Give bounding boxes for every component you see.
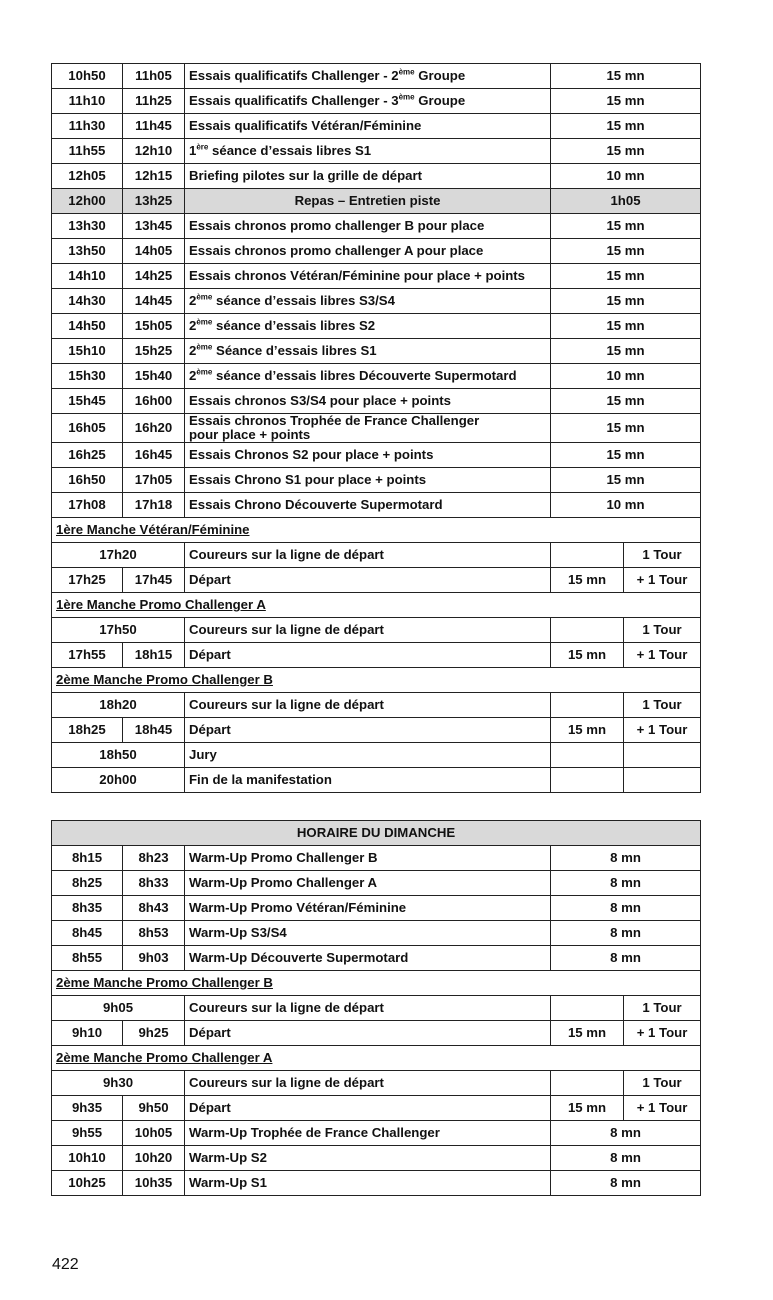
event-label-rest: séance d’essais libres Découverte Supermotard	[212, 368, 517, 383]
table-row	[52, 718, 701, 743]
table-row	[52, 996, 701, 1021]
table-row	[52, 1071, 701, 1096]
event-label-text: Essais qualificatifs Challenger - 3	[189, 93, 399, 108]
table-row	[52, 389, 701, 414]
table-row	[52, 264, 701, 289]
start-time: 11h30	[52, 114, 123, 139]
event-label	[185, 339, 551, 364]
laps: + 1 Tour	[624, 643, 701, 668]
event-label	[185, 114, 551, 139]
event-label-text: Warm-Up Promo Challenger A	[189, 875, 378, 890]
end-time: 15h05	[123, 314, 185, 339]
end-time: 8h43	[123, 896, 185, 921]
table-row	[52, 543, 701, 568]
end-time: 16h00	[123, 389, 185, 414]
duration: 15 mn	[551, 1096, 624, 1121]
section-row	[52, 518, 701, 543]
start-time: 11h55	[52, 139, 123, 164]
empty-cell	[551, 618, 624, 643]
start-time: 17h55	[52, 643, 123, 668]
end-time: 9h50	[123, 1096, 185, 1121]
time: 20h00	[52, 768, 185, 793]
table-row	[52, 643, 701, 668]
event-label-text: Essais chronos Trophée de France Challenger	[189, 413, 480, 428]
event-label	[185, 164, 551, 189]
duration: 15 mn	[551, 718, 624, 743]
table-row	[52, 239, 701, 264]
event-label-rest: Groupe	[414, 68, 466, 83]
schedule-body	[52, 64, 701, 793]
event-label: Fin de la manifestation	[185, 768, 551, 793]
line-time: 9h30	[52, 1071, 185, 1096]
start-time: 15h45	[52, 389, 123, 414]
ordinal-suffix: ème	[398, 92, 415, 102]
event-label-text: Briefing pilotes sur la grille de départ	[189, 168, 423, 183]
table-row	[52, 618, 701, 643]
end-time: 10h05	[123, 1121, 185, 1146]
end-time: 15h40	[123, 364, 185, 389]
event-label-text: 2	[189, 293, 197, 308]
section-title: 2ème Manche Promo Challenger B	[52, 971, 701, 996]
end-time: 8h33	[123, 871, 185, 896]
laps: + 1 Tour	[624, 568, 701, 593]
end-time: 12h10	[123, 139, 185, 164]
event-label	[185, 214, 551, 239]
event-label	[185, 846, 551, 871]
duration: 15 mn	[551, 89, 701, 114]
event-label-text: Warm-Up S3/S4	[189, 925, 287, 940]
section-title: 1ère Manche Promo Challenger A	[52, 593, 701, 618]
event-label	[185, 89, 551, 114]
duration: 8 mn	[551, 896, 701, 921]
event-label-text: Essais qualificatifs Challenger - 2	[189, 68, 399, 83]
duration: 1h05	[551, 189, 701, 214]
duration: 15 mn	[551, 239, 701, 264]
event-label: Départ	[185, 718, 551, 743]
event-label	[185, 189, 551, 214]
end-time: 18h15	[123, 643, 185, 668]
duration: 15 mn	[551, 264, 701, 289]
duration: 8 mn	[551, 946, 701, 971]
laps: 1 Tour	[624, 1071, 701, 1096]
event-label	[185, 289, 551, 314]
start-time: 14h10	[52, 264, 123, 289]
section-row	[52, 668, 701, 693]
table-row	[52, 871, 701, 896]
duration: 10 mn	[551, 493, 701, 518]
end-time: 17h05	[123, 468, 185, 493]
end-time: 13h45	[123, 214, 185, 239]
event-label-text: Essais Chrono S1 pour place + points	[189, 472, 427, 487]
section-title: 2ème Manche Promo Challenger B	[52, 668, 701, 693]
section-row	[52, 593, 701, 618]
empty-cell	[551, 1071, 624, 1096]
duration: 15 mn	[551, 443, 701, 468]
time: 18h50	[52, 743, 185, 768]
duration: 8 mn	[551, 846, 701, 871]
event-label-text: Warm-Up Trophée de France Challenger	[189, 1125, 440, 1140]
line-time: 17h50	[52, 618, 185, 643]
duration: 8 mn	[551, 1146, 701, 1171]
end-time: 10h35	[123, 1171, 185, 1196]
duration: 15 mn	[551, 568, 624, 593]
event-label-text: 2	[189, 368, 197, 383]
event-label: Départ	[185, 1096, 551, 1121]
table-row	[52, 896, 701, 921]
table-row	[52, 214, 701, 239]
end-time: 13h25	[123, 189, 185, 214]
start-time: 17h08	[52, 493, 123, 518]
event-label-rest: séance d’essais libres S1	[208, 143, 372, 158]
table-header-row	[52, 821, 701, 846]
ordinal-suffix: ère	[196, 142, 209, 152]
empty-cell	[551, 693, 624, 718]
table-row	[52, 443, 701, 468]
start-time: 8h25	[52, 871, 123, 896]
end-time: 16h45	[123, 443, 185, 468]
start-time: 14h30	[52, 289, 123, 314]
event-label-text: 2	[189, 343, 197, 358]
start-time: 8h55	[52, 946, 123, 971]
duration: 8 mn	[551, 1121, 701, 1146]
start-time: 12h05	[52, 164, 123, 189]
event-label-text: Warm-Up S2	[189, 1150, 267, 1165]
event-label-text: Essais chronos S3/S4 pour place + points	[189, 393, 452, 408]
duration: 15 mn	[551, 64, 701, 89]
start-time: 8h35	[52, 896, 123, 921]
table-row	[52, 414, 701, 443]
event-label	[185, 468, 551, 493]
event-label	[185, 493, 551, 518]
start-time: 16h50	[52, 468, 123, 493]
laps: 1 Tour	[624, 618, 701, 643]
table-row	[52, 114, 701, 139]
event-label: Coureurs sur la ligne de départ	[185, 543, 551, 568]
laps: 1 Tour	[624, 693, 701, 718]
duration: 15 mn	[551, 314, 701, 339]
laps: 1 Tour	[624, 543, 701, 568]
start-time: 12h00	[52, 189, 123, 214]
empty-cell	[551, 743, 624, 768]
event-label	[185, 1121, 551, 1146]
ordinal-suffix: ème	[196, 342, 213, 352]
line-time: 9h05	[52, 996, 185, 1021]
page-number: 422	[52, 1256, 79, 1273]
event-label	[185, 364, 551, 389]
table-row	[52, 1146, 701, 1171]
event-label-text: 2	[189, 318, 197, 333]
end-time: 8h23	[123, 846, 185, 871]
start-time: 10h50	[52, 64, 123, 89]
end-time: 12h15	[123, 164, 185, 189]
duration: 15 mn	[551, 289, 701, 314]
start-time: 13h30	[52, 214, 123, 239]
end-time: 17h18	[123, 493, 185, 518]
event-label: Jury	[185, 743, 551, 768]
event-label	[185, 314, 551, 339]
end-time: 8h53	[123, 921, 185, 946]
empty-cell	[551, 996, 624, 1021]
duration: 15 mn	[551, 389, 701, 414]
event-label-line2: pour place + points	[189, 427, 311, 442]
laps: + 1 Tour	[624, 718, 701, 743]
ordinal-suffix: ème	[196, 367, 213, 377]
event-label-rest: Séance d’essais libres S1	[212, 343, 377, 358]
start-time: 10h10	[52, 1146, 123, 1171]
start-time: 16h05	[52, 414, 123, 443]
end-time: 18h45	[123, 718, 185, 743]
table-row	[52, 468, 701, 493]
end-time: 10h20	[123, 1146, 185, 1171]
duration: 15 mn	[551, 214, 701, 239]
end-time: 9h25	[123, 1021, 185, 1046]
end-time: 11h05	[123, 64, 185, 89]
table-row	[52, 139, 701, 164]
event-label-text: Essais chronos Vétéran/Féminine pour place + points	[189, 268, 526, 283]
duration: 15 mn	[551, 139, 701, 164]
event-label-text: 1	[189, 143, 197, 158]
event-label	[185, 921, 551, 946]
event-label	[185, 896, 551, 921]
end-time: 11h45	[123, 114, 185, 139]
empty-cell	[551, 543, 624, 568]
duration: 15 mn	[551, 643, 624, 668]
table-row	[52, 493, 701, 518]
empty-cell	[624, 743, 701, 768]
start-time: 14h50	[52, 314, 123, 339]
start-time: 13h50	[52, 239, 123, 264]
event-label-text: Essais Chrono Découverte Supermotard	[189, 497, 443, 512]
table-row	[52, 1121, 701, 1146]
event-label	[185, 64, 551, 89]
event-label-rest: séance d’essais libres S2	[212, 318, 376, 333]
end-time: 11h25	[123, 89, 185, 114]
event-label	[185, 1146, 551, 1171]
event-label-text: Essais chronos promo challenger A pour place	[189, 243, 484, 258]
section-row	[52, 1046, 701, 1071]
end-time: 17h45	[123, 568, 185, 593]
start-time: 17h25	[52, 568, 123, 593]
event-label	[185, 389, 551, 414]
event-label-text: Warm-Up S1	[189, 1175, 267, 1190]
duration: 15 mn	[551, 114, 701, 139]
schedule-body	[52, 821, 701, 1196]
start-time: 8h15	[52, 846, 123, 871]
table-header: HORAIRE DU DIMANCHE	[52, 821, 701, 846]
duration: 15 mn	[551, 414, 701, 443]
start-time: 11h10	[52, 89, 123, 114]
event-label-text: Repas – Entretien piste	[294, 193, 441, 208]
start-time: 9h35	[52, 1096, 123, 1121]
event-label-text: Warm-Up Découverte Supermotard	[189, 950, 409, 965]
table-row	[52, 743, 701, 768]
event-label: Coureurs sur la ligne de départ	[185, 693, 551, 718]
table-row	[52, 921, 701, 946]
laps: 1 Tour	[624, 996, 701, 1021]
event-label-text: Warm-Up Promo Vétéran/Féminine	[189, 900, 407, 915]
table-row	[52, 339, 701, 364]
line-time: 17h20	[52, 543, 185, 568]
table-row	[52, 1171, 701, 1196]
table-row	[52, 568, 701, 593]
event-label-rest: Groupe	[414, 93, 466, 108]
ordinal-suffix: ème	[398, 67, 415, 77]
end-time: 14h25	[123, 264, 185, 289]
section-title: 1ère Manche Vétéran/Féminine	[52, 518, 701, 543]
start-time: 9h10	[52, 1021, 123, 1046]
event-label	[185, 139, 551, 164]
event-label	[185, 414, 551, 443]
empty-cell	[624, 768, 701, 793]
table-row	[52, 364, 701, 389]
event-label-text: Essais Chronos S2 pour place + points	[189, 447, 434, 462]
start-time: 8h45	[52, 921, 123, 946]
end-time: 15h25	[123, 339, 185, 364]
event-label	[185, 1171, 551, 1196]
empty-cell	[551, 768, 624, 793]
table-row	[52, 164, 701, 189]
table-row	[52, 314, 701, 339]
event-label: Départ	[185, 643, 551, 668]
end-time: 14h05	[123, 239, 185, 264]
duration: 15 mn	[551, 339, 701, 364]
line-time: 18h20	[52, 693, 185, 718]
start-time: 10h25	[52, 1171, 123, 1196]
end-time: 9h03	[123, 946, 185, 971]
ordinal-suffix: ème	[196, 292, 213, 302]
start-time: 9h55	[52, 1121, 123, 1146]
section-row	[52, 971, 701, 996]
event-label-text: Warm-Up Promo Challenger B	[189, 850, 378, 865]
laps: + 1 Tour	[624, 1096, 701, 1121]
event-label	[185, 443, 551, 468]
end-time: 16h20	[123, 414, 185, 443]
event-label: Départ	[185, 1021, 551, 1046]
duration: 8 mn	[551, 921, 701, 946]
table-row	[52, 693, 701, 718]
start-time: 18h25	[52, 718, 123, 743]
event-label: Départ	[185, 568, 551, 593]
table-row	[52, 289, 701, 314]
table-row	[52, 946, 701, 971]
section-title: 2ème Manche Promo Challenger A	[52, 1046, 701, 1071]
saturday-schedule-table	[51, 63, 701, 793]
duration: 8 mn	[551, 871, 701, 896]
table-row	[52, 846, 701, 871]
event-label	[185, 239, 551, 264]
event-label	[185, 264, 551, 289]
duration: 15 mn	[551, 1021, 624, 1046]
event-label-text: Essais chronos promo challenger B pour place	[189, 218, 485, 233]
event-label: Coureurs sur la ligne de départ	[185, 618, 551, 643]
table-row	[52, 1096, 701, 1121]
start-time: 15h10	[52, 339, 123, 364]
event-label	[185, 946, 551, 971]
duration: 10 mn	[551, 164, 701, 189]
sunday-schedule-table	[51, 820, 701, 1196]
end-time: 14h45	[123, 289, 185, 314]
start-time: 16h25	[52, 443, 123, 468]
event-label-rest: séance d’essais libres S3/S4	[212, 293, 395, 308]
event-label-text: Essais qualificatifs Vétéran/Féminine	[189, 118, 422, 133]
duration: 8 mn	[551, 1171, 701, 1196]
ordinal-suffix: ème	[196, 317, 213, 327]
table-row	[52, 64, 701, 89]
table-row	[52, 89, 701, 114]
event-label: Coureurs sur la ligne de départ	[185, 1071, 551, 1096]
start-time: 15h30	[52, 364, 123, 389]
event-label	[185, 871, 551, 896]
laps: + 1 Tour	[624, 1021, 701, 1046]
duration: 15 mn	[551, 468, 701, 493]
event-label: Coureurs sur la ligne de départ	[185, 996, 551, 1021]
table-row	[52, 1021, 701, 1046]
table-row	[52, 768, 701, 793]
table-row	[52, 189, 701, 214]
duration: 10 mn	[551, 364, 701, 389]
